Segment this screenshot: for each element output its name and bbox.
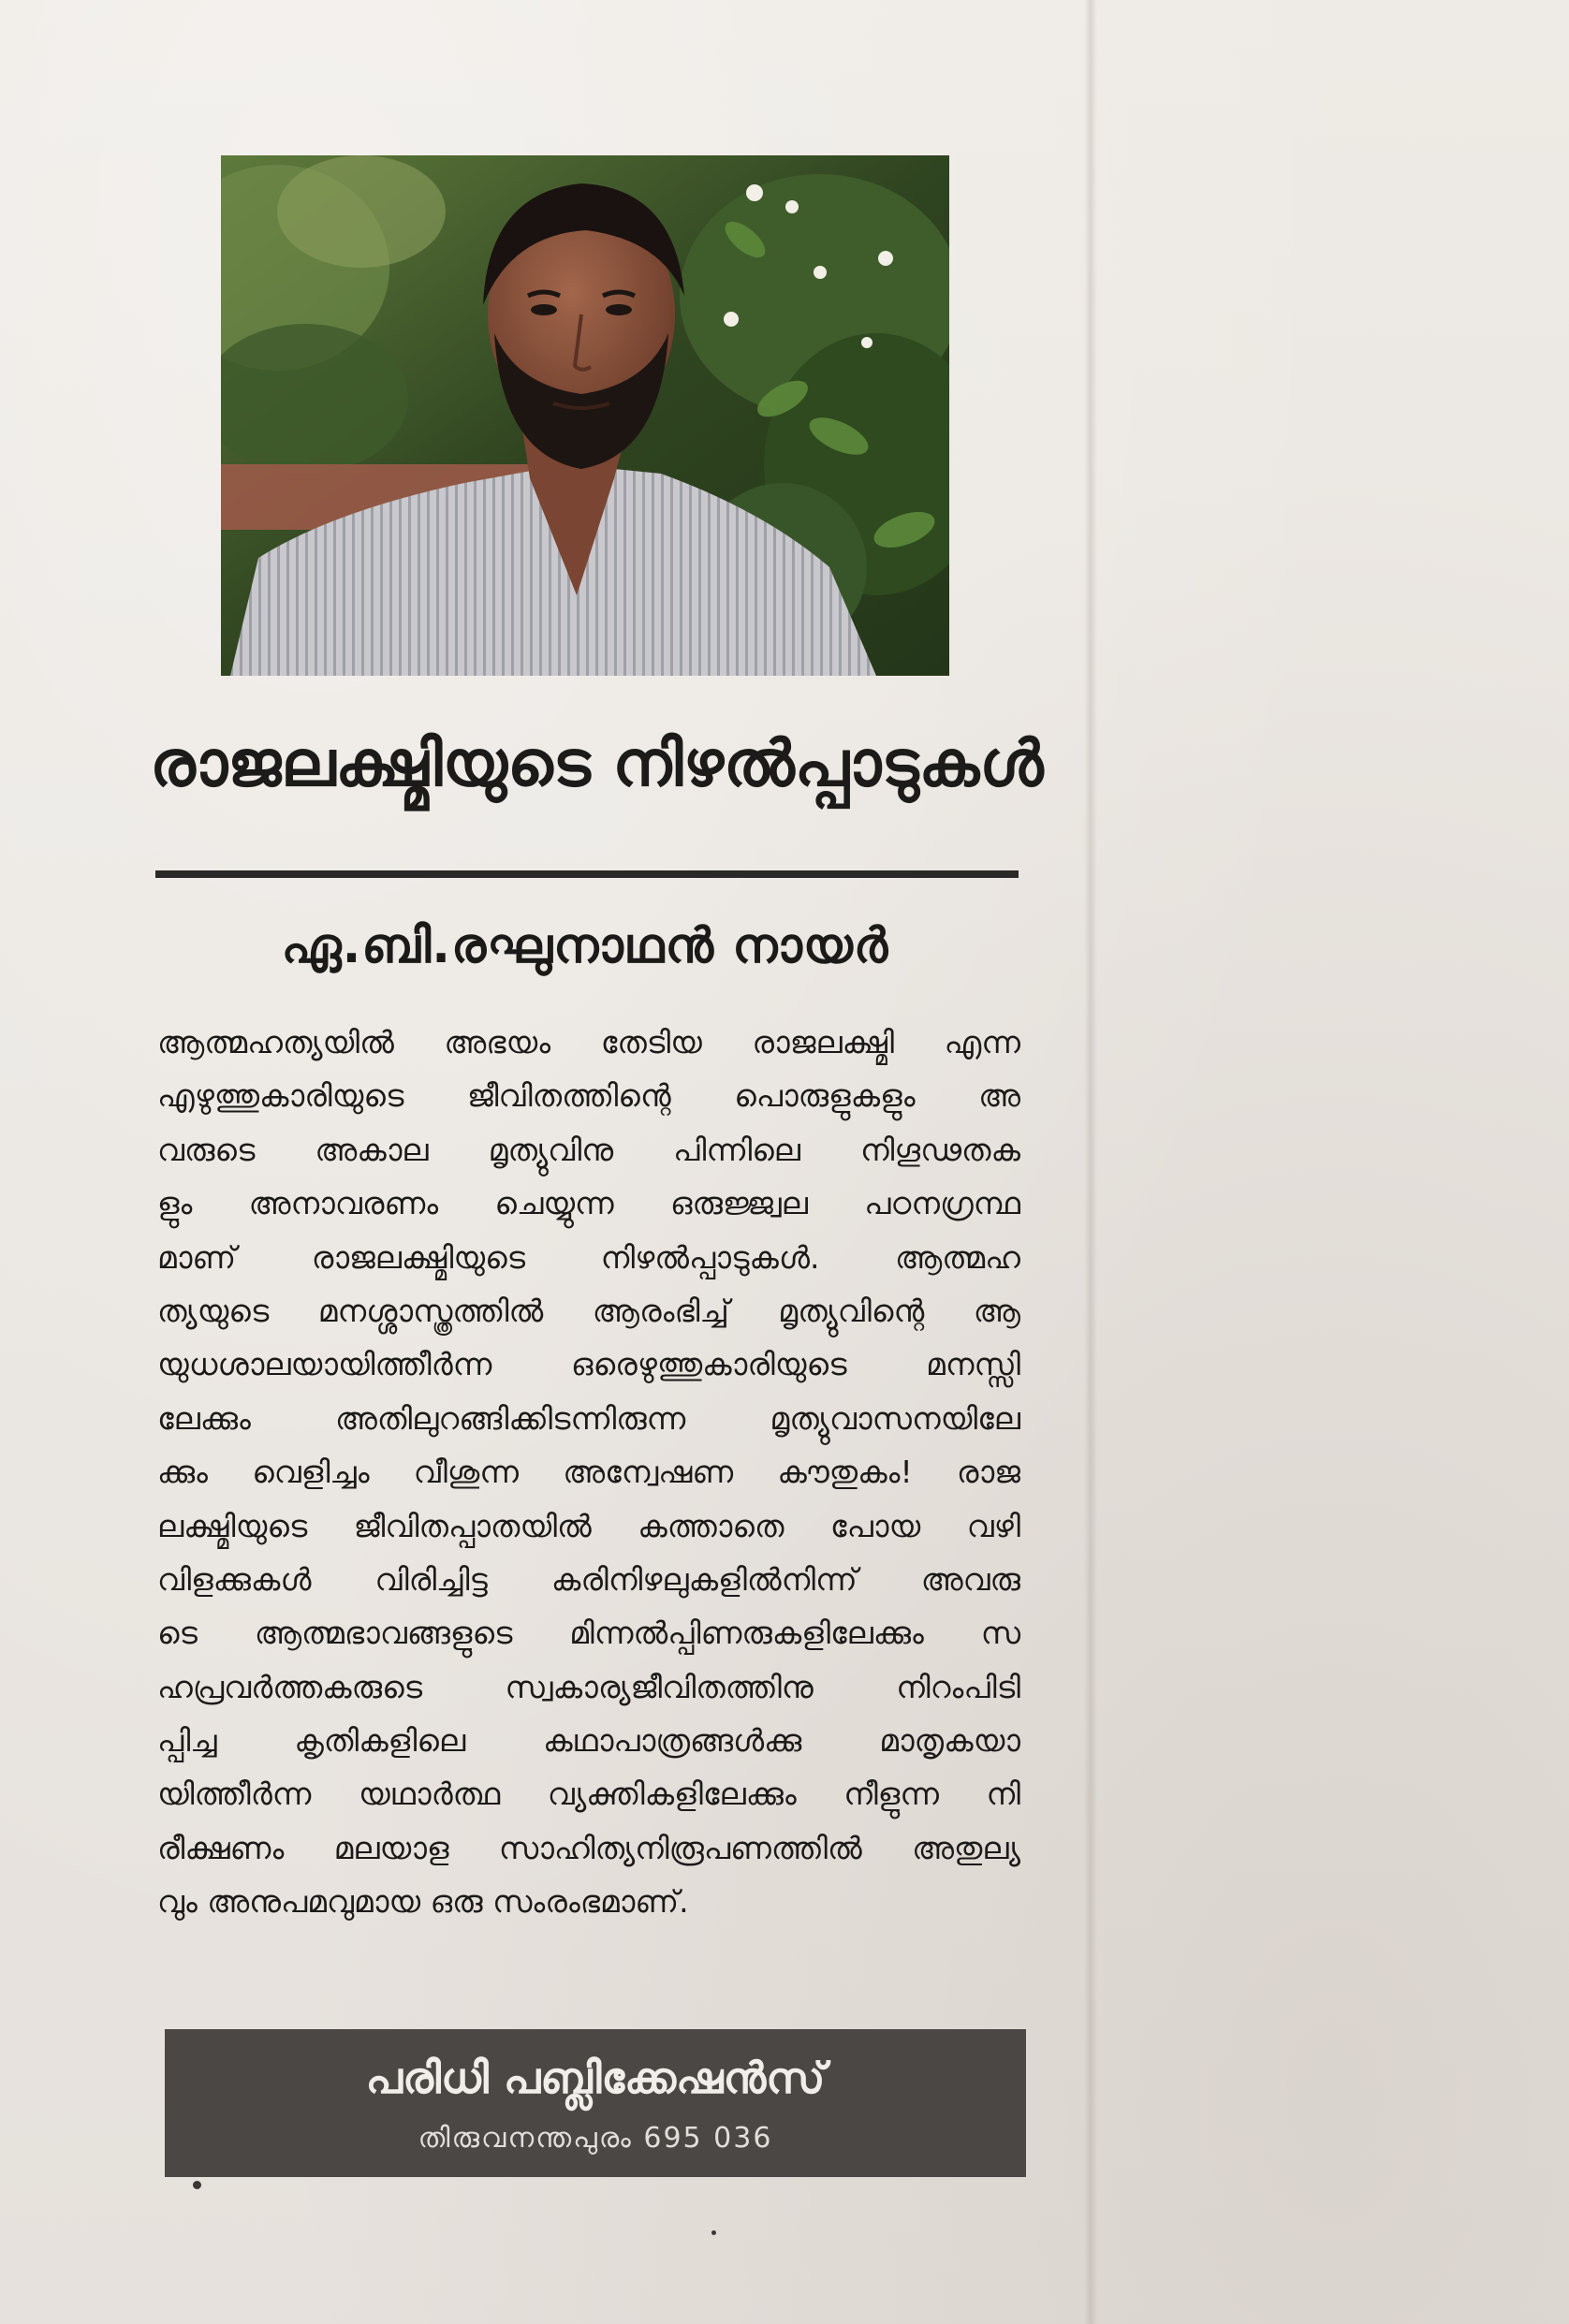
blurb [157,1016,1020,1929]
blurb-line: ടെ ആത്മഭാവങ്ങളുടെ മിന്നൽപ്പിണരുകളിലേക്കും സ [157,1615,1020,1652]
blurb-line: എഴുത്തുകാരിയുടെ ജീവിതത്തിന്റെ പൊരുളുകളും അ [157,1077,1020,1115]
blurb-line: ലക്ഷ്മിയുടെ ജീവിതപ്പാതയിൽ കത്താതെ പോയ വഴി [157,1507,1020,1544]
blurb-line: വിളക്കുകൾ വിരിച്ചിട്ട കരിനിഴലുകളിൽനിന്ന് അവരു [157,1560,1020,1598]
blurb-line: രീക്ഷണം മലയാള സാഹിത്യനിരൂപണത്തിൽ അതുല്യ [157,1829,1020,1866]
blurb-line: ലേക്കും അതിലുറങ്ങിക്കിടന്നിരുന്ന മൃത്യുവാസനയിലേ [157,1399,1020,1437]
ink-speck [711,2230,716,2235]
blurb-line: പ്പിച്ച കൃതികളിലെ കഥാപാത്രങ്ങൾക്കു മാതൃകയാ [157,1722,1020,1760]
blurb-line: ആത്മഹത്യയിൽ അഭയം തേടിയ രാജലക്ഷ്മി എന്ന [157,1024,1020,1060]
ink-speck [193,2181,201,2189]
blurb-line: മാണ് രാജലക്ഷ്മിയുടെ നിഴൽപ്പാടുകൾ. ആത്മഹ [157,1238,1020,1276]
publisher-band [165,2029,1026,2177]
book-title: രാജലക്ഷ്മിയുടെ നിഴൽപ്പാടുകൾ [150,727,1044,801]
publisher-address: തിരുവനന്തപുരം 695 036 [418,2122,773,2155]
blurb-line: ത്യയുടെ മനശ്ശാസ്ത്രത്തിൽ ആരംഭിച്ച് മൃത്യുവിന്റെ ആ [157,1292,1020,1329]
blurb-line: വും അനുപമവുമായ ഒരു സംരംഭമാണ്. [157,1883,689,1921]
publisher-name: പരിധി പബ്ലിക്കേഷൻസ് [365,2053,826,2103]
blurb-line: ക്കും വെളിച്ചം വീശുന്ന അന്വേഷണ കൗതുകം! രാജ [157,1454,1020,1491]
cover-fold [1084,0,1097,2324]
author-name: ഏ.ബി.രഘുനാഥൻ നായർ [281,918,889,974]
divider-rule [155,870,1019,878]
blurb-line: യിത്തീർന്ന യഥാർത്ഥ വ്യക്തികളിലേക്കും നീളുന്ന നി [157,1776,1020,1813]
blurb-line: വരുടെ അകാല മൃത്യുവിനു പിന്നിലെ നിഗൂഢതക [157,1131,1020,1168]
blurb-line: യുധശാലയായിത്തീർന്ന ഒരെഴുത്തുകാരിയുടെ മനസ്സി [157,1346,1020,1383]
blurb-line: ഹപ്രവർത്തകരുടെ സ്വകാര്യജീവിതത്തിനു നിറംപിടി [157,1668,1020,1705]
blurb-line: ളും അനാവരണം ചെയ്യുന്ന ഒരുജ്ജ്വല പഠനഗ്രന്ഥ [157,1185,1020,1222]
author-photo [221,155,949,676]
